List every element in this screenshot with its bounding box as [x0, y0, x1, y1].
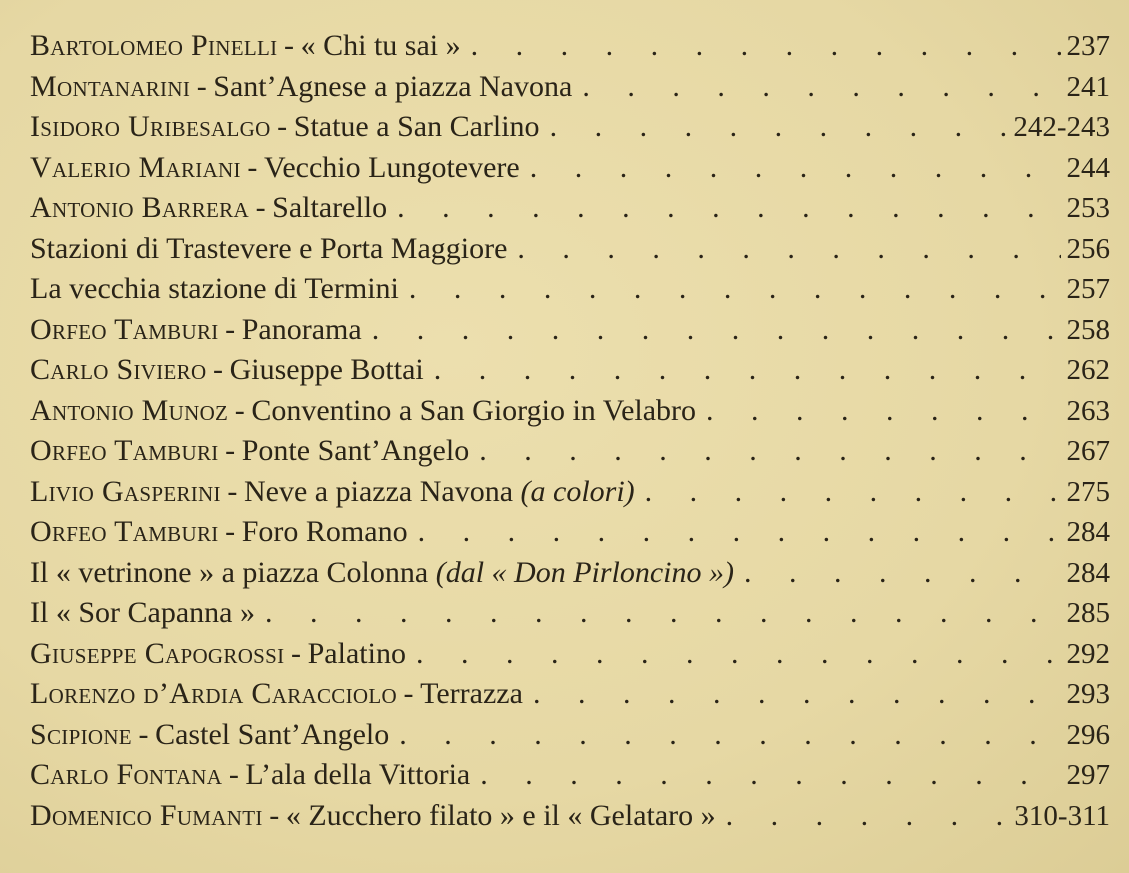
dot-leader: [418, 512, 1061, 553]
toc-entry: [30, 593, 1110, 634]
toc-separator: -: [269, 798, 280, 832]
toc-page-number: 297: [1066, 759, 1110, 791]
dot-leader: [480, 755, 1060, 796]
toc-entry-text: [30, 391, 696, 432]
toc-author: Orfeo Tamburi: [30, 434, 219, 467]
table-of-contents: [30, 26, 1110, 836]
toc-entry: [30, 391, 1110, 432]
toc-separator: -: [213, 353, 224, 386]
toc-separator: -: [225, 312, 236, 346]
toc-page-number: 262: [1066, 354, 1110, 386]
toc-page-number: 257: [1066, 273, 1110, 305]
toc-separator: -: [234, 393, 245, 427]
dot-leader: [744, 553, 1060, 594]
toc-entry: [30, 269, 1110, 310]
toc-entry-text: [30, 553, 734, 594]
toc-page-number: 256: [1066, 232, 1110, 265]
toc-author: Bartolomeo Pinelli: [30, 29, 278, 62]
toc-separator: -: [227, 474, 238, 508]
toc-title: Giuseppe Bottai: [229, 353, 424, 386]
toc-entry: [30, 310, 1110, 351]
toc-entry-text: [30, 269, 399, 310]
toc-title: Il « Sor Capanna »: [30, 596, 255, 629]
toc-entry: [30, 512, 1110, 553]
toc-author: Montanarini: [30, 69, 191, 103]
toc-page-number: 296: [1066, 718, 1110, 751]
toc-author: Livio Gasperini: [30, 474, 221, 508]
dot-leader: [550, 107, 1008, 148]
toc-entry: [30, 107, 1110, 148]
toc-entry: [30, 67, 1110, 108]
dot-leader: [471, 26, 1061, 67]
toc-page-number: 263: [1066, 394, 1110, 427]
dot-leader: [372, 310, 1061, 351]
toc-separator: -: [138, 717, 149, 751]
toc-entry: [30, 229, 1110, 270]
toc-title: Sant’Agnese a piazza Navona: [213, 69, 573, 103]
toc-title: Palatino: [307, 636, 406, 670]
toc-entry: [30, 755, 1110, 796]
toc-page-number: 237: [1066, 30, 1110, 62]
dot-leader: [517, 229, 1060, 270]
toc-page-number: 244: [1066, 151, 1110, 184]
dot-leader: [416, 634, 1061, 675]
dot-leader: [582, 67, 1060, 108]
toc-author: Antonio Munoz: [30, 393, 229, 427]
toc-title: L’ala della Vittoria: [245, 758, 471, 791]
toc-title: La vecchia stazione di Termini: [30, 272, 399, 305]
toc-author: Domenico Fumanti: [30, 798, 263, 832]
toc-page-number: 293: [1066, 678, 1110, 710]
toc-entry-text: [30, 188, 387, 229]
toc-entry-text: [30, 310, 362, 351]
toc-author: Giuseppe Capogrossi: [30, 636, 285, 670]
dot-leader: [265, 593, 1061, 634]
toc-title: Vecchio Lungotevere: [264, 150, 520, 184]
toc-entry-text: [30, 715, 389, 756]
toc-page-number: 267: [1066, 435, 1110, 467]
toc-entry-text: [30, 67, 572, 108]
toc-title: Neve a piazza Navona: [244, 474, 514, 508]
toc-title: « Zucchero filato » e il « Gelataro »: [285, 798, 716, 832]
toc-entry-text: [30, 472, 635, 513]
toc-entry-text: [30, 755, 470, 796]
toc-entry: [30, 148, 1110, 189]
toc-separator: -: [403, 677, 414, 710]
toc-entry: [30, 634, 1110, 675]
toc-entry-text: [30, 512, 408, 553]
toc-entry: [30, 26, 1110, 67]
toc-page-number: 292: [1066, 637, 1110, 670]
dot-leader: [706, 391, 1060, 432]
toc-title: Il « vetrinone » a piazza Colonna: [30, 555, 429, 589]
toc-title: Saltarello: [272, 191, 388, 224]
toc-entry: [30, 796, 1110, 837]
toc-title: Ponte Sant’Angelo: [241, 434, 470, 467]
toc-separator: -: [247, 150, 258, 184]
toc-page-number: 241: [1066, 70, 1110, 103]
dot-leader: [434, 350, 1061, 391]
toc-entry-text: [30, 350, 424, 391]
toc-note: (a colori): [520, 474, 635, 508]
toc-entry-text: [30, 674, 523, 715]
dot-leader: [399, 715, 1060, 756]
toc-entry-text: [30, 634, 406, 675]
toc-note: (dal « Don Pirloncino »): [435, 555, 735, 589]
toc-page-number: 285: [1066, 597, 1110, 629]
dot-leader: [533, 674, 1061, 715]
toc-author: Orfeo Tamburi: [30, 312, 219, 346]
toc-page-number: 253: [1066, 192, 1110, 224]
toc-page-number: 242-243: [1013, 111, 1110, 143]
toc-separator: -: [291, 636, 302, 670]
toc-page-number: 258: [1066, 313, 1110, 346]
toc-author: Orfeo Tamburi: [30, 515, 219, 548]
dot-leader: [530, 148, 1061, 189]
toc-separator: -: [255, 191, 266, 224]
dot-leader: [409, 269, 1061, 310]
toc-entry: [30, 431, 1110, 472]
toc-author: Antonio Barrera: [30, 191, 249, 224]
toc-title: Conventino a San Giorgio in Velabro: [251, 393, 697, 427]
toc-title: Foro Romano: [241, 515, 408, 548]
toc-separator: -: [228, 758, 239, 791]
toc-page-number: 284: [1066, 516, 1110, 548]
toc-separator: -: [196, 69, 207, 103]
dot-leader: [397, 188, 1060, 229]
toc-author: Lorenzo d’Ardia Caracciolo: [30, 677, 397, 710]
toc-title: Stazioni di Trastevere e Porta Maggiore: [30, 231, 508, 265]
toc-entry-text: [30, 26, 461, 67]
toc-entry: [30, 553, 1110, 594]
toc-entry-text: [30, 229, 507, 270]
toc-separator: -: [284, 29, 295, 62]
toc-entry-text: [30, 107, 540, 148]
toc-title: Terrazza: [420, 677, 523, 710]
toc-separator: -: [277, 110, 288, 143]
toc-entry: [30, 188, 1110, 229]
dot-leader: [479, 431, 1060, 472]
toc-entry: [30, 674, 1110, 715]
toc-page-number: 284: [1066, 556, 1110, 589]
toc-author: Carlo Fontana: [30, 758, 223, 791]
toc-title: « Chi tu sai »: [300, 29, 461, 62]
toc-title: Castel Sant’Angelo: [155, 717, 390, 751]
dot-leader: [645, 472, 1061, 513]
toc-separator: -: [225, 515, 236, 548]
toc-author: Isidoro Uribesalgo: [30, 110, 271, 143]
toc-title: Panorama: [241, 312, 362, 346]
toc-entry-text: [30, 796, 716, 837]
toc-entry: [30, 472, 1110, 513]
dot-leader: [726, 796, 1009, 837]
toc-page-number: 310-311: [1014, 799, 1110, 832]
toc-title: Statue a San Carlino: [293, 110, 540, 143]
toc-entry: [30, 715, 1110, 756]
toc-author: Scipione: [30, 717, 132, 751]
toc-separator: -: [225, 434, 236, 467]
toc-entry-text: [30, 593, 255, 634]
toc-author: Carlo Siviero: [30, 353, 207, 386]
toc-entry-text: [30, 431, 469, 472]
toc-page-number: 275: [1066, 475, 1110, 508]
toc-author: Valerio Mariani: [30, 150, 241, 184]
toc-entry-text: [30, 148, 520, 189]
toc-entry: [30, 350, 1110, 391]
